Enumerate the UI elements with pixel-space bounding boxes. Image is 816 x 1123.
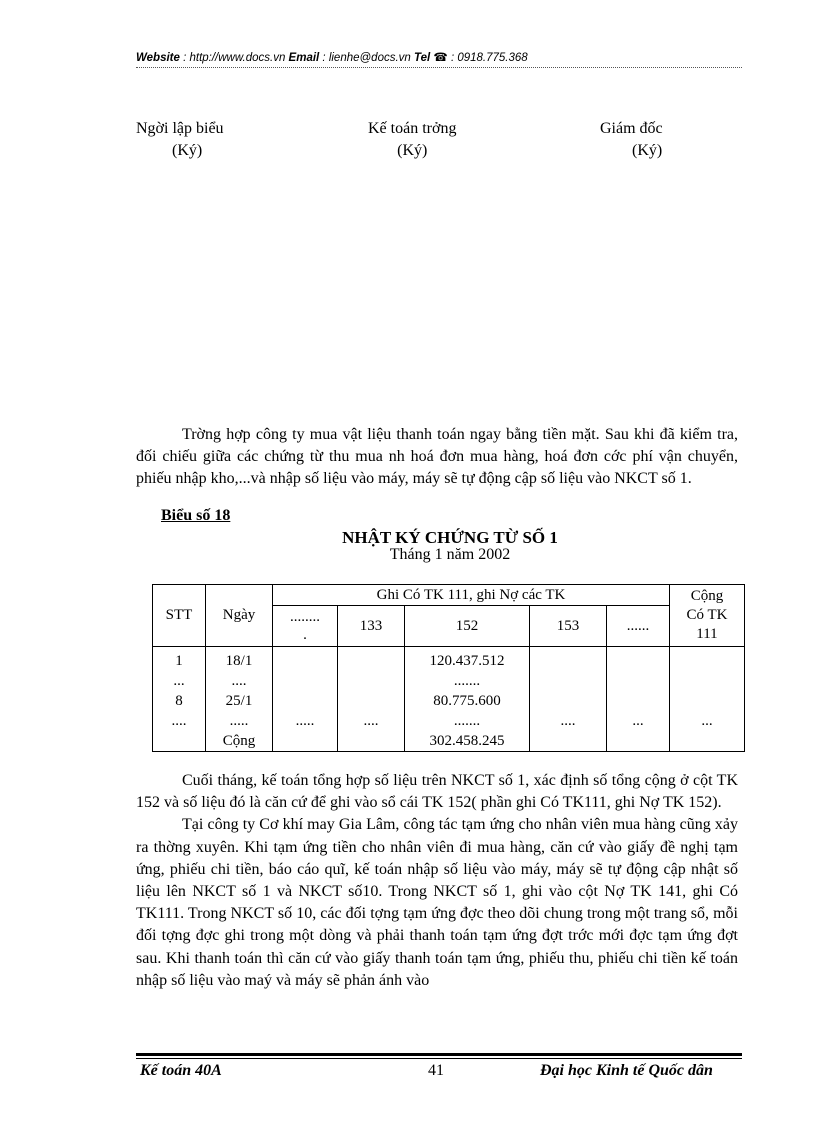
paragraph-summary [136, 770, 738, 992]
cell-stt: 1 ... 8 .... [153, 647, 206, 752]
header-divider [136, 67, 742, 68]
cell-152: 120.437.512 ....... 80.775.600 ....... 302.458.245 [405, 647, 530, 752]
website-value[interactable]: : http://www.docs.vn [179, 52, 289, 64]
subheader-133: 133 [338, 606, 405, 647]
website-label: Website [136, 52, 180, 64]
header-stt: STT [153, 585, 206, 647]
table-subtitle: Tháng 1 năm 2002 [389, 546, 511, 563]
signature-title: Kế toán trởng [368, 120, 457, 137]
cell-153: .... [530, 647, 607, 752]
subheader-152: 152 [405, 606, 530, 647]
signature-title: Giám đốc [600, 120, 663, 137]
cell-ngay: 18/1 .... 25/1 ..... Cộng [206, 647, 273, 752]
signature-title: Ngời lập biểu [136, 120, 224, 137]
cell-dots: ..... [273, 647, 338, 752]
subheader-dots: ........ . [273, 606, 338, 647]
table-row [153, 647, 745, 752]
page-number: 41 [428, 1062, 444, 1079]
signature-preparer [136, 118, 224, 162]
footer-divider [136, 1053, 742, 1056]
cell-more: ... [607, 647, 670, 752]
header-total: Cộng Có TK 111 [670, 585, 745, 647]
table-title: NHẬT KÝ CHỨNG TỪ SỐ 1 [342, 528, 558, 547]
signature-sign: (Ký) [397, 142, 428, 159]
phone-icon: ☎ [433, 52, 448, 64]
email-label: Email [288, 52, 320, 64]
signature-director [600, 118, 663, 162]
footer-left: Kế toán 40A [140, 1062, 222, 1079]
bieu-so-label: Biểu số 18 [161, 507, 231, 524]
email-value[interactable]: : lienhe@docs.vn [319, 52, 415, 64]
subheader-153: 153 [530, 606, 607, 647]
paragraph-text: Trờng hợp công ty mua vật liệu thanh toán ngay bằng tiền mặt. Sau khi đã kiểm tra, đối chiếu giữa các chứng từ thu mua nh hoá đơn mua hàng, hoá đơn cớc phí vận chuyển, phiếu nhập kho,...và nhập số liệu vào máy, máy sẽ tự động cập số liệu vào NKCT số 1. [136, 426, 738, 488]
header-ngay: Ngày [206, 585, 273, 647]
header-group: Ghi Có TK 111, ghi Nợ các TK [273, 585, 670, 606]
signature-sign: (Ký) [172, 142, 203, 159]
cell-total: ... [670, 647, 745, 752]
tel-label: Tel [414, 52, 431, 64]
cell-133: .... [338, 647, 405, 752]
page-header [136, 50, 528, 64]
footer-right: Đại học Kinh tế Quốc dân [540, 1062, 713, 1079]
footer-divider-thin [136, 1058, 742, 1059]
paragraph-intro [136, 424, 738, 491]
journal-table [152, 584, 745, 752]
tel-value: : 0918.775.368 [447, 52, 528, 64]
signature-chief-accountant [368, 118, 456, 162]
subheader-more: ...... [607, 606, 670, 647]
paragraph-text: Tại công ty Cơ khí may Gia Lâm, công tác tạm ứng cho nhân viên mua hàng cũng xảy ra thờng xuyên. Khi tạm ứng tiền cho nhân viên đi mua hàng, căn cứ vào giấy đề nghị tạm ứng, phiếu chi tiền, báo cáo quĩ, kế toán nhập số liệu vào máy, máy sẽ tự động cập nhật số liệu lên NKCT số 1 và NKCT số10. Trong NKCT số 1, ghi vào cột Nợ TK 141, ghi Có TK111. Trong NKCT số 10, các đối tợng tạm ứng đợc theo dõi chung trong một trang sổ, mỗi đối tợng đợc ghi trong một dòng và phải thanh toán tạm ứng đợt trớc mới đợc tạm ứng đợt sau. Khi thanh toán thì căn cứ vào giấy thanh toán tạm ứng, phiếu thu, phiếu chi tiền kế toán nhập số liệu vào maý và máy sẽ phản ánh vào [136, 816, 738, 989]
paragraph-text: Cuối tháng, kế toán tổng hợp số liệu trên NKCT số 1, xác định số tổng cộng ở cột TK 152 và số liệu đó là căn cứ để ghi vào sổ cái TK 152( phần ghi Có TK111, ghi Nợ TK 152). [136, 772, 738, 812]
signature-sign: (Ký) [632, 142, 663, 159]
